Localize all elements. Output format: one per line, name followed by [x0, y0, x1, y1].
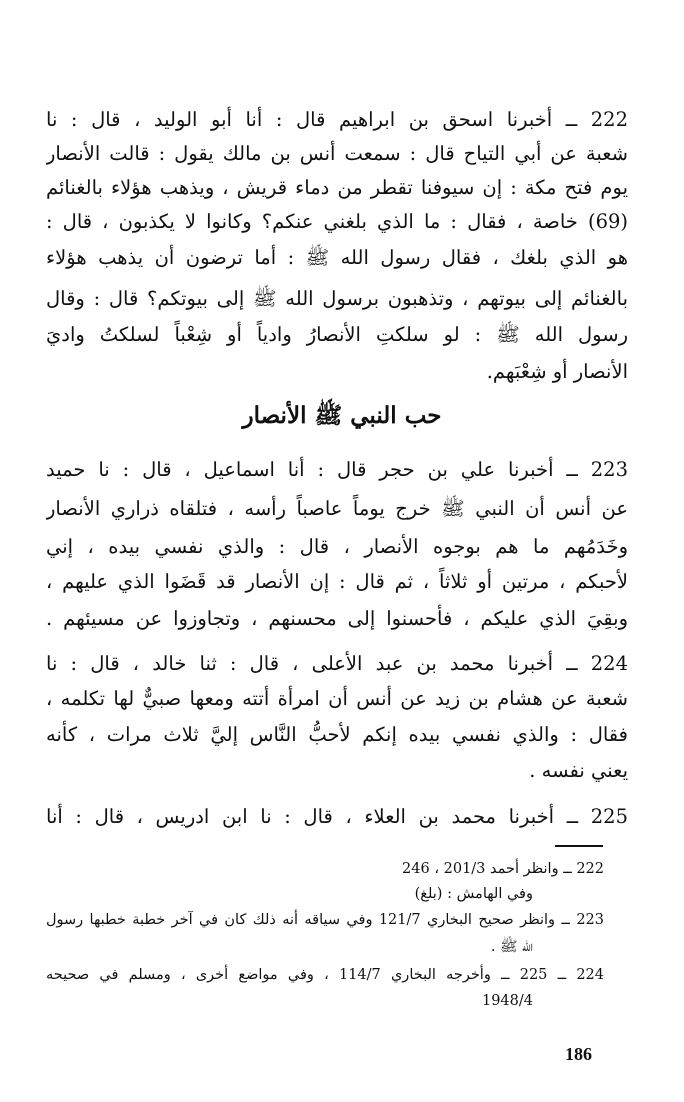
text-line: هو الذي بلغك ، فقال رسول الله ﷺ : أما ترضون أن يذهب هؤلاء: [46, 246, 628, 269]
footnote: 223 ــ وانظر صحيح البخاري 121/7 وفي سياقه أنه ذلك كان في آخر خطبة خطبها رسول: [46, 912, 604, 928]
text-line: (69) خاصة ، فقال : ما الذي بلغني عنكم؟ وكانوا لا يكذبون ، قال :: [46, 210, 628, 233]
text-line: يوم فتح مكة : إن سيوفنا تقطر من دماء قريش ، ويذهب هؤلاء بالغنائم: [46, 176, 628, 199]
section-heading: حب النبي ﷺ الأنصار: [242, 402, 442, 429]
footnote: 1948/4: [481, 993, 533, 1009]
page-number: 186: [565, 1044, 592, 1064]
text-line: بالغنائم إلى بيوتهم ، وتذهبون برسول الله ﷺ إلى بيوتكم؟ قال : وقال: [46, 287, 628, 310]
text-line: 225 ــ أخبرنا محمد بن العلاء ، قال : نا ابن ادريس ، قال : أنا: [46, 805, 628, 828]
text-line: رسول الله ﷺ : لو سلكتِ الأنصارُ وادياً أو شِعْباً لسلكتُ واديَ: [46, 323, 628, 346]
text-line: 224 ــ أخبرنا محمد بن عبد الأعلى ، قال : ثنا خالد ، قال : نا: [46, 652, 628, 675]
text-line: 223 ــ أخبرنا علي بن حجر قال : أنا اسماعيل ، قال : نا حميد: [46, 458, 628, 481]
footnote: 224 ــ 225 ــ وأخرجه البخاري 114/7 ، وفي مواضع أخرى ، ومسلم في صحيحه: [46, 967, 604, 983]
footnote-divider: [555, 845, 603, 847]
text-line: 222 ــ أخبرنا اسحق بن ابراهيم قال : أنا أبو الوليد ، قال : نا: [46, 108, 628, 131]
text-line: فقال : والذي نفسي بيده إنكم لأحبُّ النَّاس إليَّ ثلاث مرات ، كأنه: [46, 723, 628, 746]
text-line: الأنصار أو شِعْبَهم.: [486, 360, 628, 383]
footnote: وفي الهامش : (بلغ): [414, 886, 533, 902]
footnote: الله ﷺ .: [490, 939, 533, 955]
text-line: عن أنس أن النبي ﷺ خرج يوماً عاصباً رأسه ، فتلقاه ذراري الأنصار: [46, 497, 628, 520]
footnote: 222 ــ وانظر أحمد 201/3 ، 246: [402, 861, 604, 877]
text-line: يعني نفسه .: [529, 759, 628, 782]
text-line: لأحبكم ، مرتين أو ثلاثاً ، ثم قال : إن الأنصار قد قَضَوا الذي عليهم ،: [46, 570, 628, 593]
text-line: وبقِيَ الذي عليكم ، فأحسنوا إلى محسنهم ، وتجاوزوا عن مسيئهم .: [46, 607, 628, 630]
text-line: وخَدَمُهم ما هم بوجوه الأنصار ، قال : والذي نفسي بيده ، إني: [46, 535, 628, 558]
text-line: شعبة عن أبي التياح قال : سمعت أنس بن مالك يقول : قالت الأنصار: [46, 142, 628, 165]
text-line: شعبة عن هشام بن زيد عن أنس أن امرأة أتته ومعها صبيٌّ لها تكلمه ،: [46, 687, 628, 710]
